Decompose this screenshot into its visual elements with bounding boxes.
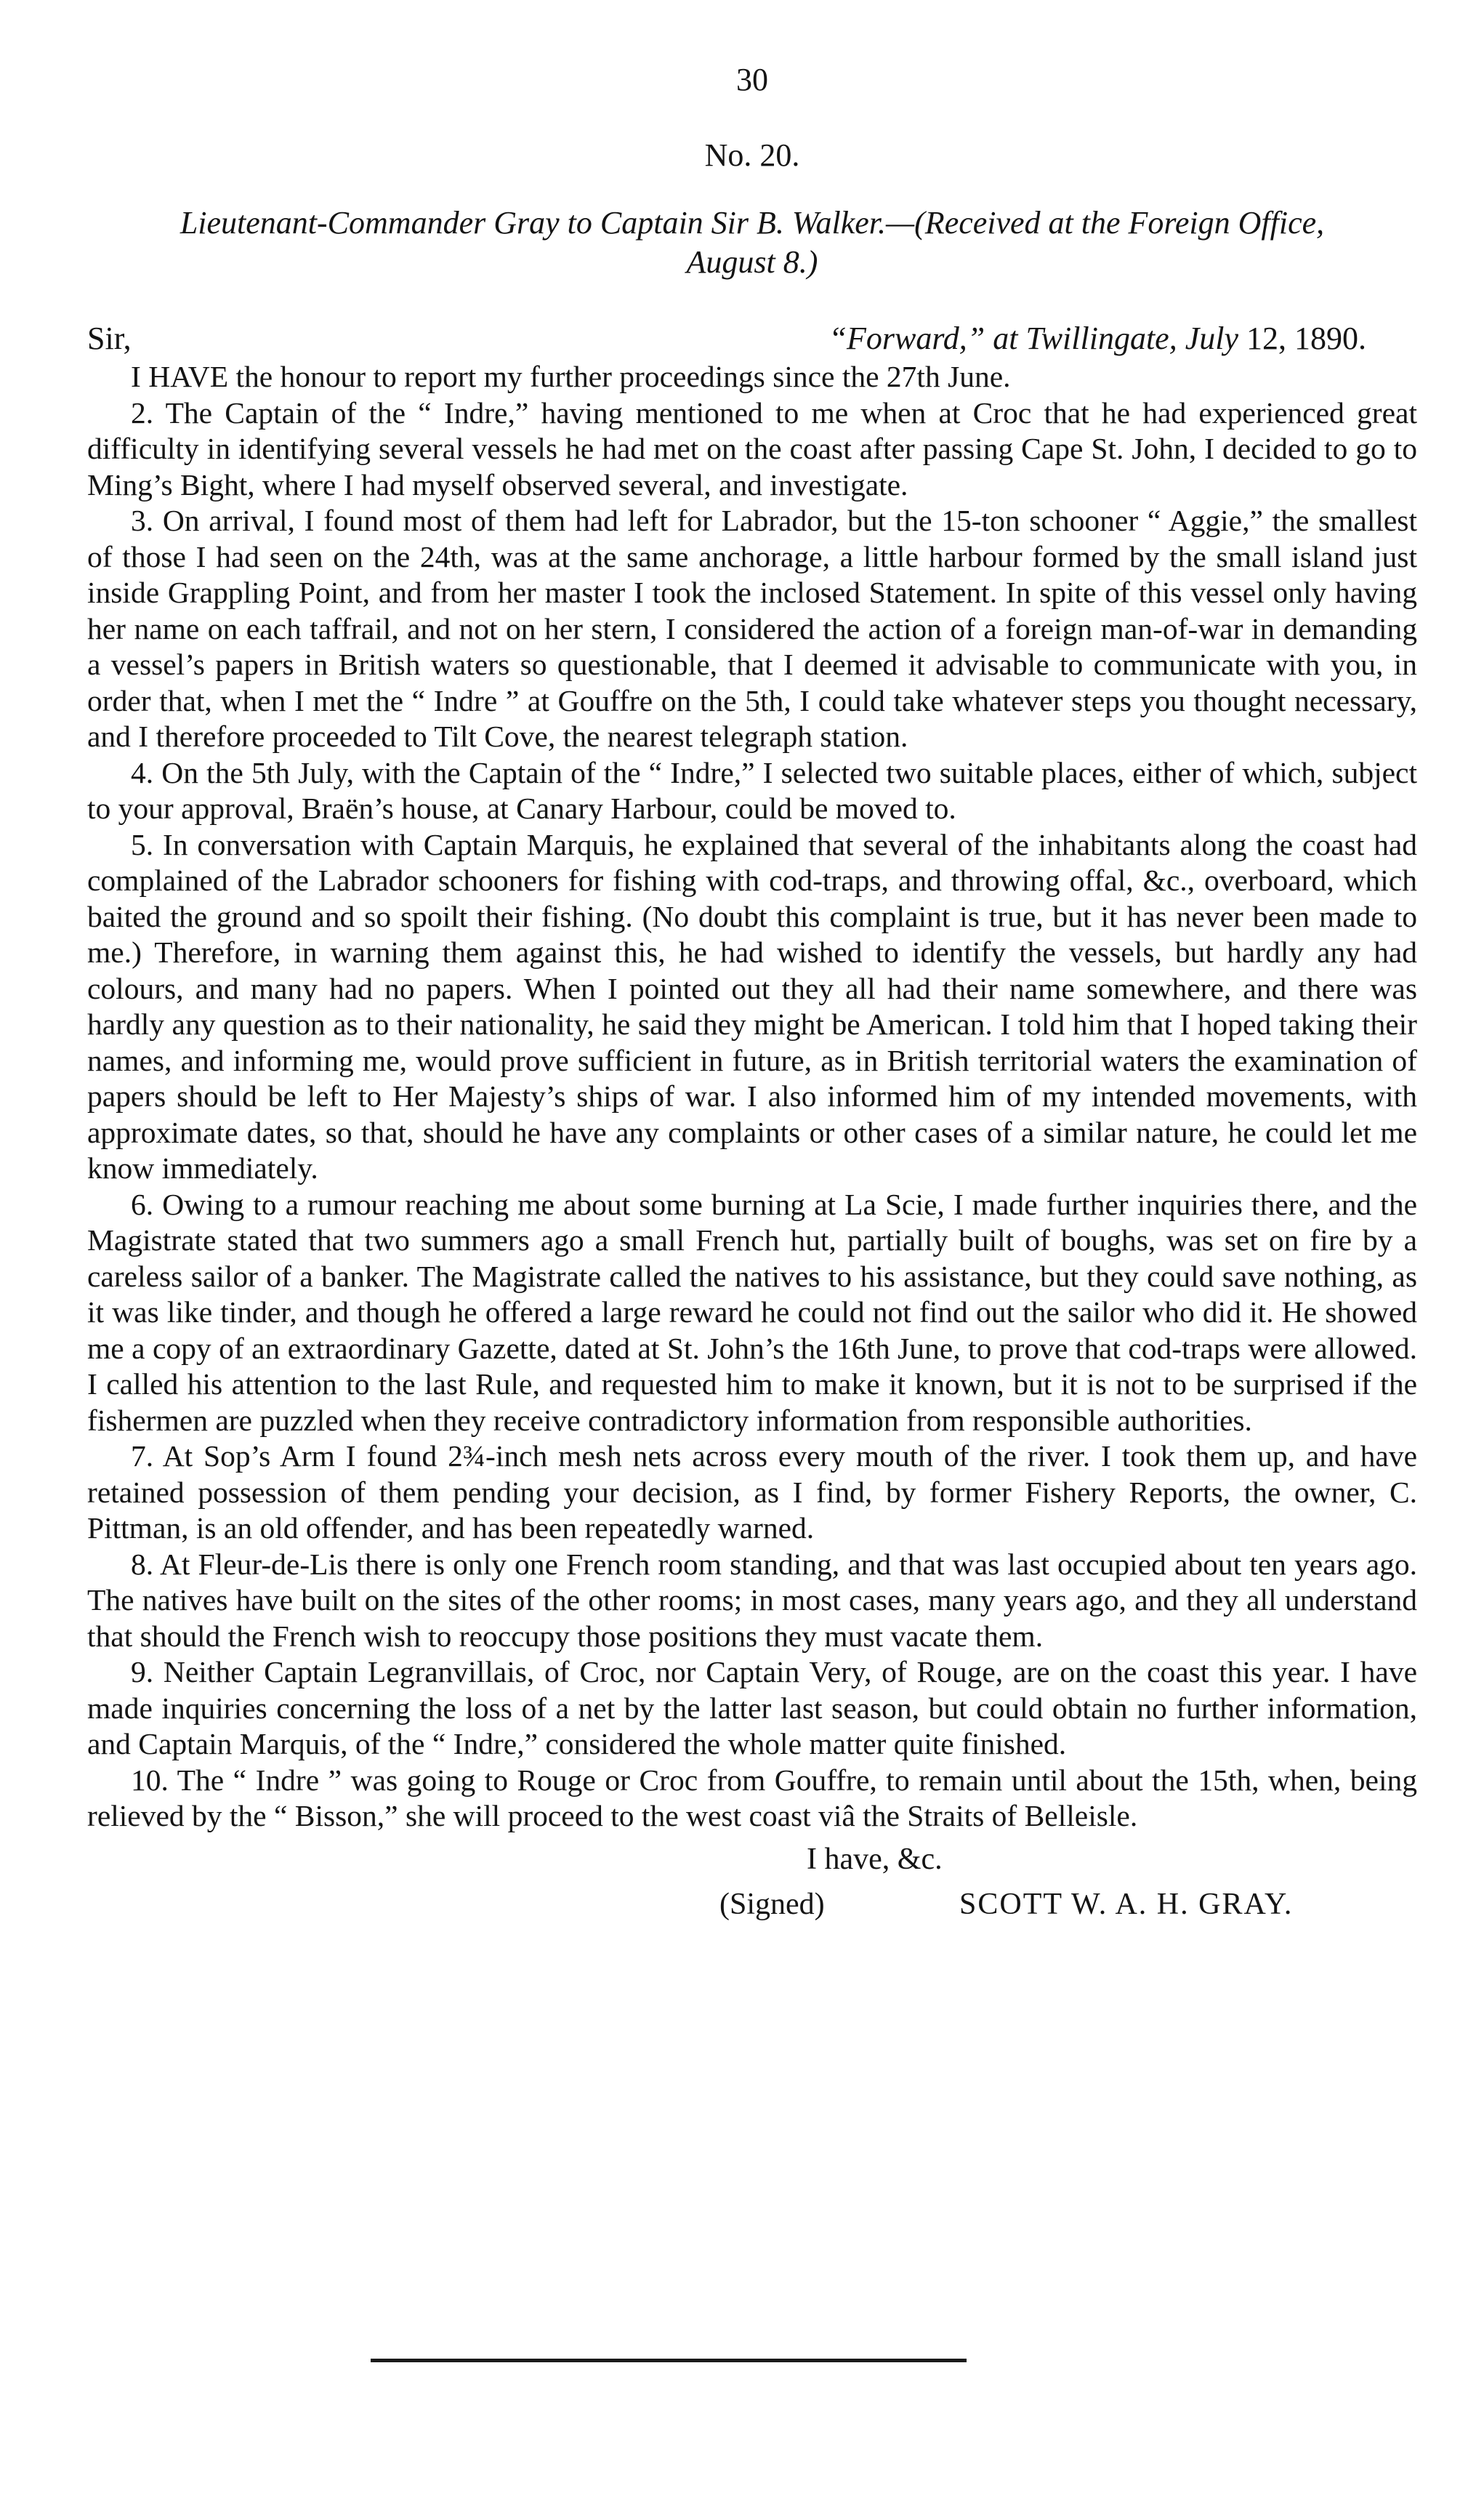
paragraph-6: 6. Owing to a rumour reaching me about some burning at La Scie, I made further inquiries there, and the Magistrate stated that two summers ago a small French hut, partially built of boughs, was set on fire by a careless sailor of a banker. The Magistrate called the natives to his assistance, but they could save nothing, as it was like tinder, and though he offered a large reward he could not find out the sailor who did it. He showed me a copy of an extraordinary Gazette, dated at St. John’s the 16th June, to prove that cod-traps were allowed. I called his attention to the last Rule, and requested him to make it known, but it is not to be surprised if the fishermen are puzzled when they receive contradictory information from responsible authorities.	[87, 1187, 1417, 1437]
page-number: 30	[736, 62, 768, 97]
salutation: Sir,	[87, 321, 132, 356]
dateline-place: “Forward,” at Twillingate, July	[828, 321, 1238, 356]
document-number: No. 20.	[704, 137, 800, 173]
dateline	[829, 318, 1367, 359]
end-rule	[371, 2359, 967, 2362]
heading-line-2: August 8.)	[686, 244, 818, 280]
paragraph-7: 7. At Sop’s Arm I found 2¾-inch mesh nets across every mouth of the river. I took them up, and have retained possession of them pending your decision, as I find, by former Fishery Reports, the owner, C. Pittman, is an old offender, and has been repeatedly warned.	[87, 1439, 1417, 1545]
heading-line-1: Lieutenant-Commander Gray to Captain Sir B. Walker.—(Received at the Foreign Office,	[180, 205, 1325, 241]
paragraph-2: 2. The Captain of the “ Indre,” having mentioned to me when at Croc that he had experienced great difficulty in identifying several vessels he had met on the coast after passing Cape St. John, I decided to go to Ming’s Bight, where I had myself observed several, and investigate.	[87, 395, 1417, 502]
salutation-row	[87, 318, 1417, 359]
letter-heading	[87, 204, 1417, 282]
dateline-date: 12, 1890.	[1246, 321, 1366, 356]
letter-closing	[87, 1839, 1417, 1933]
closing-phrase: I have, &c.	[807, 1842, 943, 1876]
paragraph-4: 4. On the 5th July, with the Captain of the “ Indre,” I selected two suitable places, either of which, subject to your approval, Braën’s house, at Canary Harbour, could be moved to.	[87, 755, 1417, 825]
paragraph-3: 3. On arrival, I found most of them had left for Labrador, but the 15-ton schooner “ Aggie,” the smallest of those I had seen on the 24th, was at the same anchorage, a little harbour formed by the small island just inside Grappling Point, and from her master I took the inclosed Statement. In spite of this vessel only having her name on each taffrail, and not on her stern, I considered the action of a foreign man-of-war in demanding a vessel’s papers in British waters so questionable, that I deemed it advisable to communicate with you, in order that, when I met the “ Indre ” at Gouffre on the 5th, I could take whatever steps you thought necessary, and I therefore proceeded to Tilt Cove, the nearest telegraph station.	[87, 504, 1417, 753]
document-page	[87, 58, 1417, 1933]
letter-body	[87, 359, 1417, 1835]
signed-label: (Signed)	[719, 1887, 825, 1921]
signatory-name: SCOTT W. A. H. GRAY.	[959, 1887, 1294, 1921]
paragraph-1: I HAVE the honour to report my further proceedings since the 27th June.	[131, 360, 1011, 393]
paragraph-10: 10. The “ Indre ” was going to Rouge or Croc from Gouffre, to remain until about the 15th, when, being relieved by the “ Bisson,” she will proceed to the west coast viâ the Straits of Belleisle.	[87, 1763, 1417, 1832]
paragraph-8: 8. At Fleur-de-Lis there is only one French room standing, and that was last occupied about ten years ago. The natives have built on the sites of the other rooms; in most cases, many years ago, and they all understand that should the French wish to reoccupy those positions they must vacate them.	[87, 1547, 1417, 1653]
paragraph-5: 5. In conversation with Captain Marquis, he explained that several of the inhabitants along the coast had complained of the Labrador schooners for fishing with cod-traps, and throwing offal, &c., overboard, which baited the ground and so spoilt their fishing. (No doubt this complaint is true, but it has never been made to me.) Therefore, in warning them against this, he had wished to identify the vessels, but hardly any had colours, and many had no papers. When I pointed out they all had their name somewhere, and there was hardly any question as to their nationality, he said they might be American. I told him that I hoped taking their names, and informing me, would prove sufficient in future, as in British territorial waters the examination of papers should be left to Her Majesty’s ships of war. I also informed him of my intended movements, with approximate dates, so that, should he have any complaints or other cases of a similar nature, he could let me know immediately.	[87, 827, 1417, 1185]
paragraph-9: 9. Neither Captain Legranvillais, of Croc, nor Captain Very, of Rouge, are on the coast this year. I have made inquiries concerning the loss of a net by the latter last season, but could obtain no further information, and Captain Marquis, of the “ Indre,” considered the whole matter quite finished.	[87, 1655, 1417, 1760]
